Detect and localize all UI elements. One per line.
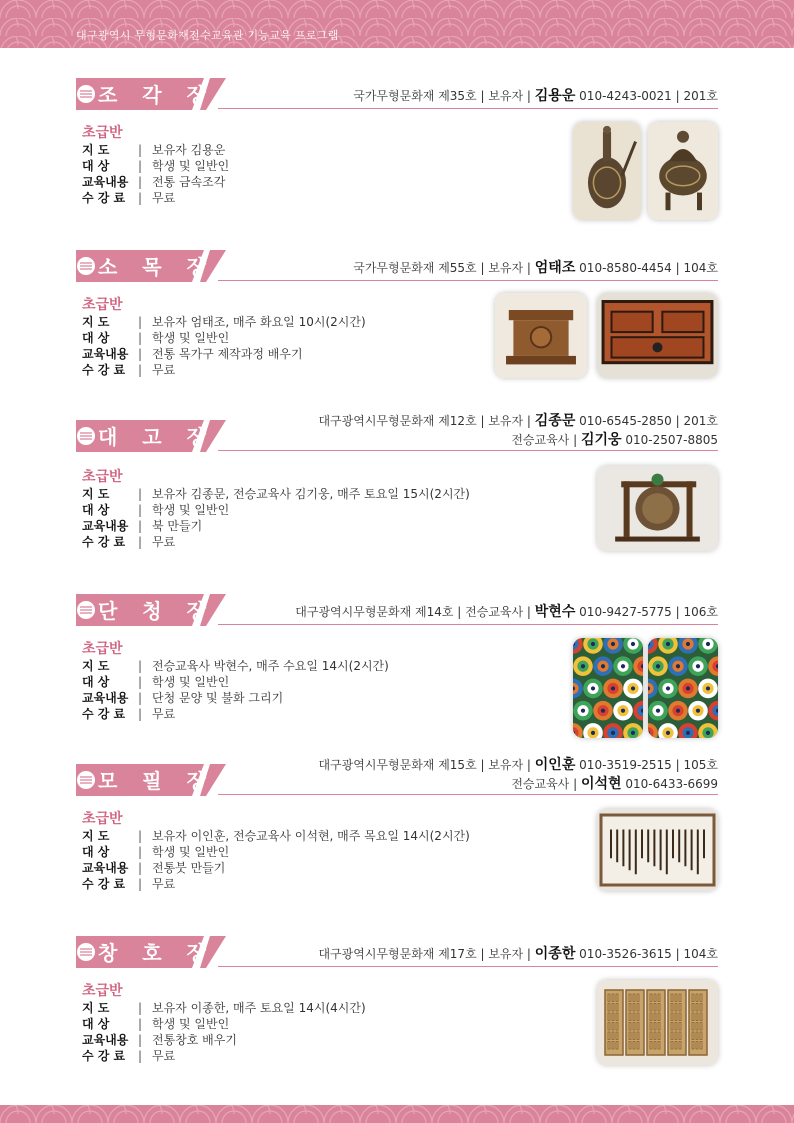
lattice-screen-photo [597,980,718,1065]
guide-value: 보유자 엄태조, 매주 화요일 10시(2시간) [152,315,366,329]
header-bar [0,0,794,48]
course-level: 초급반 [82,983,123,999]
content-label: 교육내용 [82,691,129,705]
person-name: 엄태조 [534,260,576,276]
content-row [82,518,470,534]
fee-value: 무료 [152,191,176,205]
guide-label: 지 도 [82,659,110,673]
guide-row [82,486,470,502]
course-level: 초급반 [82,469,123,485]
wooden-shrine-photo [495,293,587,378]
content-label: 교육내용 [82,347,129,361]
guide-value: 보유자 이인훈, 전승교육사 이석현, 매주 목요일 14시(2시간) [152,829,470,843]
guide-label: 지 도 [82,143,110,157]
content-value: 북 만들기 [152,519,203,533]
wooden-chest-photo [597,293,718,378]
course-level: 초급반 [82,641,123,657]
content-value: 전통 목가구 제작과정 배우기 [152,347,303,361]
fee-value: 무료 [152,1049,176,1063]
holder-info [318,756,718,794]
fee-value: 무료 [152,707,176,721]
divider [218,624,718,625]
wave-pattern [0,1105,794,1123]
divider-mark: | [138,519,143,533]
designation-text: 대구광역시무형문화재 제14호 | 전승교육사 | [295,605,535,619]
fee-label: 수 강 료 [82,363,126,377]
divider [218,450,718,451]
section-title: 대 고 장 [98,425,215,449]
content-value: 전통창호 배우기 [152,1033,237,1047]
divider-mark: | [138,159,143,173]
guide-row [82,314,366,330]
designation-text: 국가무형문화재 제55호 | 보유자 | [353,261,535,275]
divider-mark: | [138,861,143,875]
content-row [82,860,470,876]
target-row [82,844,470,860]
person-name: 박현수 [534,604,576,620]
section-title: 조 각 장 [98,83,215,107]
divider-mark: | [138,535,143,549]
course-details [82,658,389,722]
divider-mark: | [138,191,143,205]
fee-label: 수 강 료 [82,877,126,891]
footer-bar [0,1105,794,1123]
fee-value: 무료 [152,363,176,377]
designation-text: 대구광역시무형문화재 제17호 | 보유자 | [318,947,535,961]
content-row [82,1032,366,1048]
target-value: 학생 및 일반인 [152,159,230,173]
fee-row [82,706,389,722]
guide-value: 전승교육사 박현수, 매주 수요일 14시(2시간) [152,659,389,673]
content-row [82,174,229,190]
section-heading [76,934,226,972]
guide-row [82,658,389,674]
holder-info-line [353,87,718,106]
divider-mark: | [138,503,143,517]
target-label: 대 상 [82,331,110,345]
contact-text: 010-8580-4454 | 104호 [575,261,718,275]
guide-row [82,828,470,844]
target-label: 대 상 [82,845,110,859]
designation-text: 전승교육사 | [511,777,581,791]
holder-info-line [318,775,718,794]
content-value: 전통 금속조각 [152,175,226,189]
guide-value: 보유자 김종문, 전승교육사 김기웅, 매주 토요일 15시(2시간) [152,487,470,501]
fee-row [82,190,229,206]
dancheong-pattern-photo-2 [648,638,718,738]
divider-mark: | [138,1001,143,1015]
target-value: 학생 및 일반인 [152,845,230,859]
divider [218,966,718,967]
designation-text: 대구광역시무형문화재 제15호 | 보유자 | [318,758,535,772]
target-value: 학생 및 일반인 [152,1017,230,1031]
content-label: 교육내용 [82,861,129,875]
fee-value: 무료 [152,535,176,549]
holder-info [318,412,718,450]
divider-mark: | [138,707,143,721]
divider-mark: | [138,331,143,345]
person-name: 김종문 [534,413,576,429]
course-details [82,142,229,206]
divider [218,280,718,281]
divider-mark: | [138,363,143,377]
divider-mark: | [138,877,143,891]
target-row [82,502,470,518]
contact-text: 010-3526-3615 | 104호 [575,947,718,961]
contact-text: 010-2507-8805 [621,433,718,447]
fee-label: 수 강 료 [82,191,126,205]
holder-info-line [318,945,718,964]
drum-photo [597,466,718,551]
holder-info [353,87,718,106]
section-title: 소 목 장 [98,255,215,279]
person-name: 김용운 [534,88,576,104]
content-label: 교육내용 [82,1033,129,1047]
section-heading [76,592,226,630]
course-details [82,314,366,378]
holder-info-line [295,603,718,622]
target-label: 대 상 [82,159,110,173]
target-label: 대 상 [82,503,110,517]
guide-label: 지 도 [82,487,110,501]
target-row [82,1016,366,1032]
divider [218,794,718,795]
section-heading [76,762,226,800]
contact-text: 010-6545-2850 | 201호 [575,414,718,428]
fee-value: 무료 [152,877,176,891]
holder-info [295,603,718,622]
section-heading [76,76,226,114]
course-level: 초급반 [82,125,123,141]
course-level: 초급반 [82,811,123,827]
section-title: 모 필 장 [98,769,215,793]
divider-mark: | [138,659,143,673]
content-row [82,690,389,706]
target-label: 대 상 [82,675,110,689]
guide-value: 보유자 김용운 [152,143,226,157]
target-row [82,330,366,346]
section-title: 단 청 장 [98,599,215,623]
course-details [82,828,470,892]
divider-mark: | [138,1017,143,1031]
divider-mark: | [138,175,143,189]
content-value: 단청 문양 및 불화 그리기 [152,691,284,705]
incense-burner-photo [648,122,718,220]
holder-info [353,259,718,278]
divider-mark: | [138,315,143,329]
course-level: 초급반 [82,297,123,313]
divider-mark: | [138,143,143,157]
designation-text: 대구광역시무형문화재 제12호 | 보유자 | [318,414,535,428]
holder-info-line [318,431,718,450]
contact-text: 010-6433-6699 [621,777,718,791]
divider-mark: | [138,1033,143,1047]
guide-row [82,142,229,158]
divider-mark: | [138,1049,143,1063]
person-name: 이종한 [534,946,576,962]
course-details [82,1000,366,1064]
divider [218,108,718,109]
divider-mark: | [138,845,143,859]
guide-label: 지 도 [82,829,110,843]
dancheong-pattern-photo [573,638,643,738]
page-header-title: 대구광역시 무형문화재전수교육관 기능교육 프로그램 [76,29,339,42]
content-value: 전통붓 만들기 [152,861,226,875]
content-label: 교육내용 [82,175,129,189]
designation-text: 국가무형문화재 제35호 | 보유자 | [353,89,535,103]
section-heading [76,248,226,286]
section-heading [76,418,226,456]
target-value: 학생 및 일반인 [152,331,230,345]
target-label: 대 상 [82,1017,110,1031]
fee-label: 수 강 료 [82,1049,126,1063]
ewer-photo [573,122,641,220]
fee-row [82,1048,366,1064]
contact-text: 010-9427-5775 | 106호 [575,605,718,619]
target-value: 학생 및 일반인 [152,675,230,689]
content-row [82,346,366,362]
holder-info-line [318,412,718,431]
person-name: 이인훈 [534,757,576,773]
person-name: 김기웅 [580,432,622,448]
contact-text: 010-4243-0021 | 201호 [575,89,718,103]
fee-row [82,362,366,378]
holder-info-line [318,756,718,775]
section-title: 창 호 장 [98,941,215,965]
fee-row [82,534,470,550]
content-label: 교육내용 [82,519,129,533]
divider-mark: | [138,487,143,501]
guide-label: 지 도 [82,315,110,329]
divider-mark: | [138,347,143,361]
divider-mark: | [138,829,143,843]
brushes-photo [597,809,718,891]
holder-info [318,945,718,964]
divider-mark: | [138,675,143,689]
designation-text: 전승교육사 | [511,433,581,447]
target-row [82,674,389,690]
guide-row [82,1000,366,1016]
target-value: 학생 및 일반인 [152,503,230,517]
target-row [82,158,229,174]
divider-mark: | [138,691,143,705]
fee-label: 수 강 료 [82,707,126,721]
contact-text: 010-3519-2515 | 105호 [575,758,718,772]
fee-row [82,876,470,892]
guide-label: 지 도 [82,1001,110,1015]
course-details [82,486,470,550]
person-name: 이석현 [580,776,622,792]
holder-info-line [353,259,718,278]
fee-label: 수 강 료 [82,535,126,549]
guide-value: 보유자 이종한, 매주 토요일 14시(4시간) [152,1001,366,1015]
